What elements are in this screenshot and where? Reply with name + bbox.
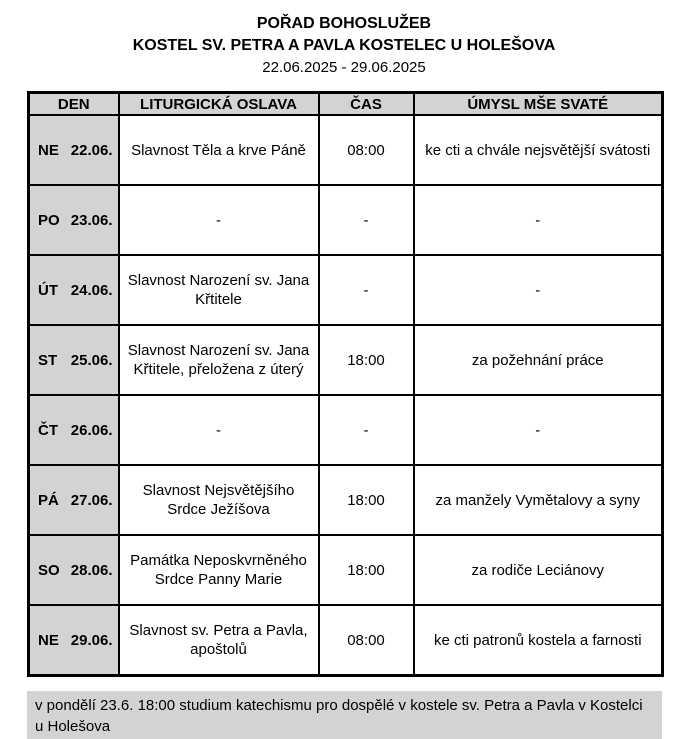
day-date: 22.06. xyxy=(70,141,113,159)
document-header xyxy=(0,0,688,79)
day-date: 24.06. xyxy=(70,281,113,299)
day-label xyxy=(30,466,118,534)
day-cell xyxy=(29,535,119,605)
column-header-day: DEN xyxy=(29,93,119,116)
day-label xyxy=(30,606,118,674)
day-date: 29.06. xyxy=(70,631,113,649)
time-cell: 18:00 xyxy=(319,535,414,605)
time-cell: 18:00 xyxy=(319,325,414,395)
table-row xyxy=(29,535,663,605)
day-abbrev: NE xyxy=(38,631,59,649)
schedule-table xyxy=(27,91,664,677)
day-label xyxy=(30,536,118,604)
table-row xyxy=(29,255,663,325)
day-cell xyxy=(29,465,119,535)
time-cell: 08:00 xyxy=(319,115,414,185)
table-header-row xyxy=(29,93,663,116)
time-cell: 08:00 xyxy=(319,605,414,676)
celebration-cell: Slavnost sv. Petra a Pavla, apoštolů xyxy=(119,605,319,676)
day-cell xyxy=(29,255,119,325)
intention-cell: - xyxy=(414,395,663,465)
day-label xyxy=(30,186,118,254)
day-cell xyxy=(29,605,119,676)
page-subtitle: KOSTEL SV. PETRA A PAVLA KOSTELEC U HOLEŠOVA xyxy=(132,37,556,54)
time-cell: - xyxy=(319,185,414,255)
day-abbrev: NE xyxy=(38,141,59,159)
table-row xyxy=(29,185,663,255)
day-date: 27.06. xyxy=(70,491,113,509)
intention-cell: - xyxy=(414,255,663,325)
column-header-celebration: LITURGICKÁ OSLAVA xyxy=(119,93,319,116)
celebration-cell: Slavnost Narození sv. Jana Křtitele, přeložena z úterý xyxy=(119,325,319,395)
day-abbrev: PO xyxy=(38,211,60,229)
celebration-cell: Slavnost Narození sv. Jana Křtitele xyxy=(119,255,319,325)
day-abbrev: ST xyxy=(38,351,58,369)
celebration-cell: Slavnost Nejsvětějšího Srdce Ježíšova xyxy=(119,465,319,535)
day-label xyxy=(30,116,118,184)
day-cell xyxy=(29,395,119,465)
day-date: 25.06. xyxy=(70,351,113,369)
day-cell xyxy=(29,185,119,255)
table-row xyxy=(29,465,663,535)
day-abbrev: ČT xyxy=(38,421,58,439)
celebration-cell: Slavnost Těla a krve Páně xyxy=(119,115,319,185)
table-row xyxy=(29,395,663,465)
time-cell: - xyxy=(319,395,414,465)
column-header-intention: ÚMYSL MŠE SVATÉ xyxy=(414,93,663,116)
table-row xyxy=(29,325,663,395)
day-abbrev: SO xyxy=(38,561,60,579)
table-row xyxy=(29,605,663,676)
table-row xyxy=(29,115,663,185)
day-label xyxy=(30,326,118,394)
day-label xyxy=(30,256,118,324)
intention-cell: - xyxy=(414,185,663,255)
day-date: 28.06. xyxy=(70,561,113,579)
time-cell: - xyxy=(319,255,414,325)
day-abbrev: ÚT xyxy=(38,281,58,299)
day-cell xyxy=(29,115,119,185)
page-title: POŘAD BOHOSLUŽEB xyxy=(256,15,432,32)
day-abbrev: PÁ xyxy=(38,491,59,509)
celebration-cell: - xyxy=(119,395,319,465)
footer-note: v pondělí 23.6. 18:00 studium katechismu pro dospělé v kostele sv. Petra a Pavla v Kostelci u Holešova xyxy=(27,691,662,739)
day-cell xyxy=(29,325,119,395)
celebration-cell: - xyxy=(119,185,319,255)
intention-cell: za rodiče Leciánovy xyxy=(414,535,663,605)
time-cell: 18:00 xyxy=(319,465,414,535)
date-range: 22.06.2025 - 29.06.2025 xyxy=(262,59,426,76)
intention-cell: ke cti patronů kostela a farnosti xyxy=(414,605,663,676)
intention-cell: za manžely Vymětalovy a syny xyxy=(414,465,663,535)
day-label xyxy=(30,396,118,464)
column-header-time: ČAS xyxy=(319,93,414,116)
day-date: 23.06. xyxy=(70,211,113,229)
intention-cell: za požehnání práce xyxy=(414,325,663,395)
celebration-cell: Památka Neposkvrněného Srdce Panny Marie xyxy=(119,535,319,605)
intention-cell: ke cti a chvále nejsvětější svátosti xyxy=(414,115,663,185)
day-date: 26.06. xyxy=(70,421,113,439)
